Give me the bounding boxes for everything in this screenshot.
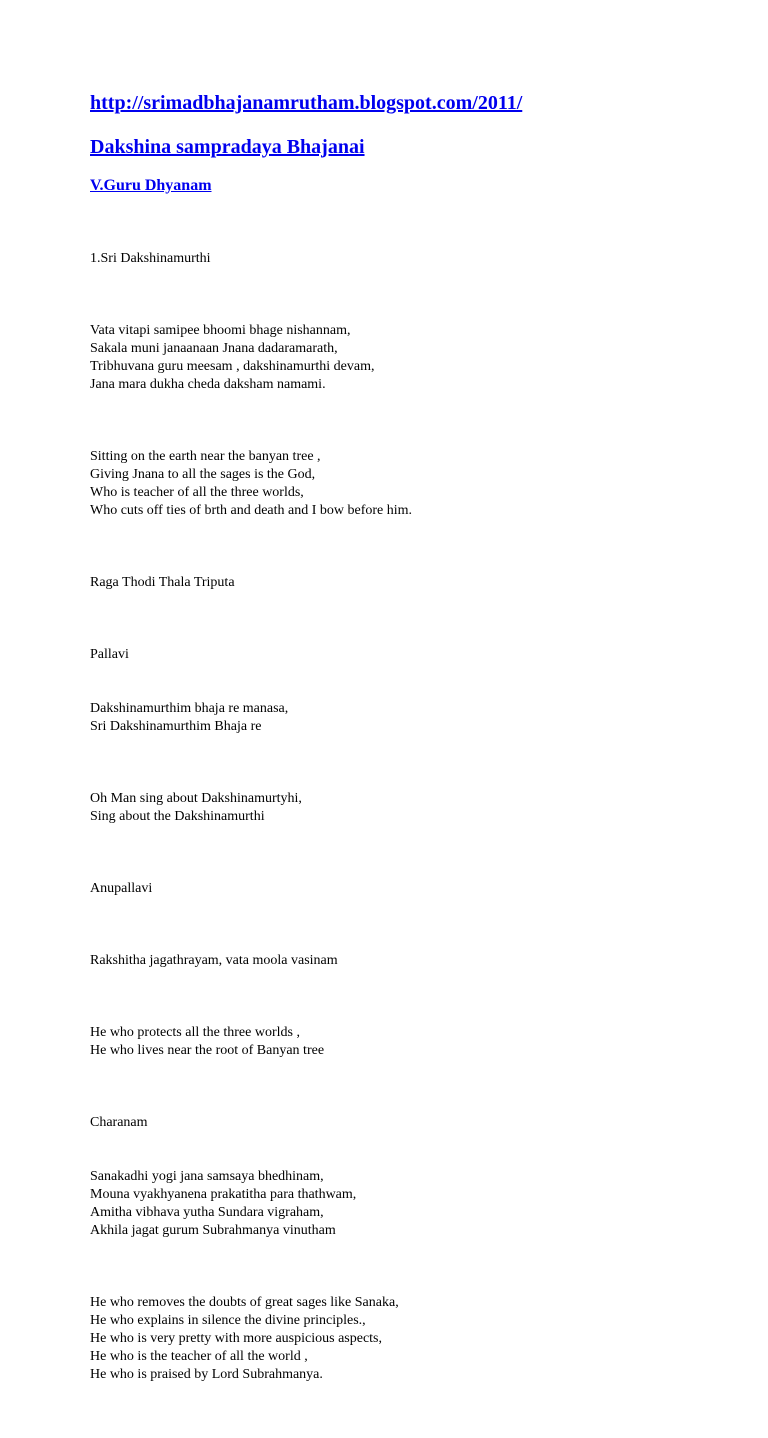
blog-url-link[interactable]: http://srimadbhajanamrutham.blogspot.com/2011/ xyxy=(90,92,523,114)
song-body xyxy=(90,214,412,1438)
document-title-link[interactable]: Dakshina sampradaya Bhajanai xyxy=(90,136,365,158)
anupallavi-label: Anupallavi xyxy=(90,881,153,896)
song-title: 1.Sri Dakshinamurthi xyxy=(90,251,211,266)
pallavi-label: Pallavi xyxy=(90,647,129,662)
verse-sanskrit: Vata vitapi samipee bhoomi bhage nishannam, Sakala muni janaanaan Jnana dadaramarath, Tribhuvana guru meesam , dakshinamurthi devam, Jana mara dukha cheda daksham namami. xyxy=(90,323,375,392)
anupallavi-text: Rakshitha jagathrayam, vata moola vasinam xyxy=(90,953,338,968)
raga-line: Raga Thodi Thala Triputa xyxy=(90,575,235,590)
section-heading: V.Guru Dhyanam xyxy=(90,177,212,194)
pallavi-translation: Oh Man sing about Dakshinamurtyhi, Sing about the Dakshinamurthi xyxy=(90,791,302,824)
verse-translation: Sitting on the earth near the banyan tree , Giving Jnana to all the sages is the God, Who is teacher of all the three worlds, Who cuts off ties of brth and death and I bow before him. xyxy=(90,449,413,518)
pallavi-text: Dakshinamurthim bhaja re manasa, Sri Dakshinamurthim Bhaja re xyxy=(90,701,289,734)
charanam-label: Charanam xyxy=(90,1115,148,1130)
charanam-text: Sanakadhi yogi jana samsaya bhedhinam, Mouna vyakhyanena prakatitha para thathwam, Amitha vibhava yutha Sundara vigraham, Akhila jagat gurum Subrahmanya vinutham xyxy=(90,1169,357,1238)
anupallavi-translation: He who protects all the three worlds , He who lives near the root of Banyan tree xyxy=(90,1025,325,1058)
charanam-translation: He who removes the doubts of great sages like Sanaka, He who explains in silence the divine principles., He who is very pretty with more auspicious aspects, He who is the teacher of all the world , He who is praised by Lord Subrahmanya. xyxy=(90,1295,399,1382)
